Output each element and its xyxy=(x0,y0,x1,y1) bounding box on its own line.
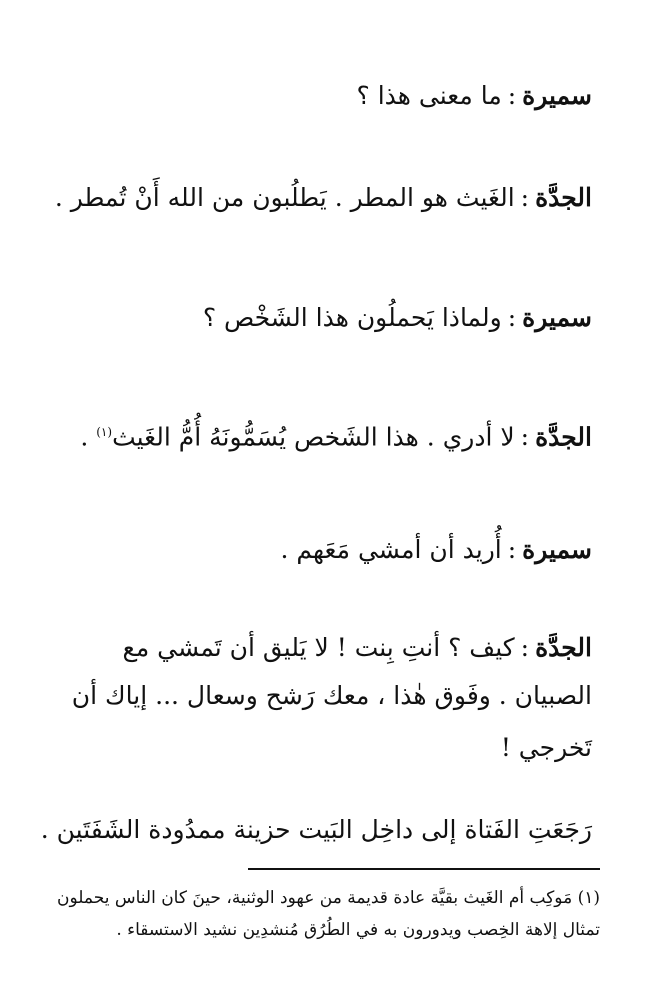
footnote-line-2: تمثال إلاهة الخِصب ويدورون به في الطُرُق مُنشدِين نشيد الاستسقاء . xyxy=(116,920,600,940)
speaker-name: سميرة xyxy=(522,535,592,564)
dialogue-text: أُريد أن أمشي مَعَهم . xyxy=(280,535,502,564)
speaker-name: الجدَّة xyxy=(535,633,592,662)
speaker-separator: : xyxy=(520,633,530,662)
dialogue-line-4 xyxy=(40,412,592,457)
speaker-name: الجدَّة xyxy=(535,422,592,452)
speaker-separator: : xyxy=(507,303,517,332)
dialogue-text: لا أدري . هذا الشَخص يُسَمُّونَهُ أُمُّ الغَيث xyxy=(112,422,515,452)
speaker-separator: : xyxy=(520,422,530,452)
dialogue-text-end: . xyxy=(80,422,97,452)
speaker-name: سميرة xyxy=(522,81,592,110)
speaker-separator: : xyxy=(507,81,517,110)
speaker-separator: : xyxy=(507,535,517,564)
footnote-marker[interactable]: (١) xyxy=(96,425,113,439)
dialogue-text: كيف ؟ أنتِ بِنت ! لا يَليق أن تَمشي مع xyxy=(122,633,515,662)
dialogue-line-5 xyxy=(40,530,592,570)
dialogue-line-3 xyxy=(40,298,592,338)
dialogue-text: الصبيان . وفَوق هٰذا ، معك رَشح وسعال ... إياك أن xyxy=(71,681,592,710)
dialogue-line-6-end xyxy=(40,728,592,768)
speaker-name: الجدَّة xyxy=(535,183,592,212)
speaker-separator: : xyxy=(520,183,530,212)
dialogue-line-6-continued xyxy=(40,676,592,716)
dialogue-text: ولماذا يَحملُون هذا الشَخْص ؟ xyxy=(202,303,502,332)
footnote-divider xyxy=(248,868,600,870)
dialogue-text: الغَيث هو المطر . يَطلُبون من الله أَنْ تُمطر . xyxy=(54,183,515,212)
dialogue-text: تَخرجي ! xyxy=(500,733,592,762)
footnote-line-1: (١) مَوكِب أم الغَيث بقيَّة عادة قديمة من عهود الوثنية، حينَ كان الناس يحملون xyxy=(57,888,600,908)
dialogue-line-6 xyxy=(40,628,592,668)
speaker-name: سميرة xyxy=(522,303,592,332)
dialogue-line-2 xyxy=(40,178,592,218)
narration-text: رَجَعَتِ الفَتاة إلى داخِل البَيت حزينة ممدُودة الشَفَتَين . xyxy=(40,815,592,844)
dialogue-text: ما معنى هذا ؟ xyxy=(356,81,502,110)
dialogue-line-1 xyxy=(40,76,592,116)
